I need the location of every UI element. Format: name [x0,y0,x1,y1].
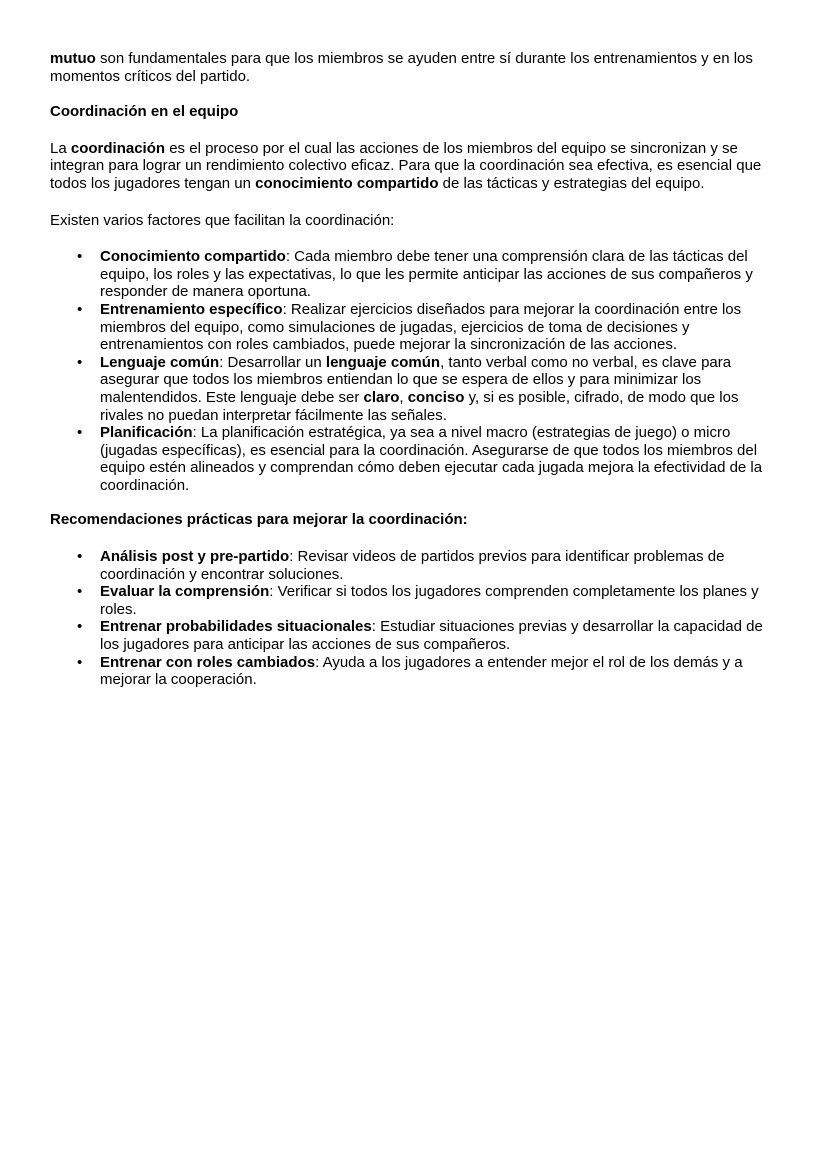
section-heading-recomendaciones: Recomendaciones prácticas para mejorar la coordinación: [50,511,468,529]
bold-term: Lenguaje común [100,353,220,371]
bullet-icon: • [77,548,83,566]
bold-term: Análisis post y pre-partido [100,548,290,566]
intro-paragraph [50,50,780,85]
document-page [50,50,780,689]
list-item-text: : Cada miembro debe tener una comprensión clara de las tácticas del equipo, los roles y las expectativas, lo que les permite anticipar las acciones de sus compañeros y responder de manera oportuna. [100,248,753,301]
bullet-icon: • [77,583,83,601]
list-item [77,653,780,689]
factors-intro-paragraph: Existen varios factores que facilitan la coordinación: [50,211,395,229]
list-item [77,424,780,494]
list-item [77,248,780,301]
list-item [77,618,780,654]
list-item-text: : Estudiar situaciones previas y desarrollar la capacidad de los jugadores para anticipar las acciones de sus compañeros. [100,618,763,654]
bullet-icon: • [77,248,83,266]
bold-term: Evaluar la comprensión [100,583,270,601]
bullet-icon: • [77,300,83,318]
bullet-icon: • [77,653,83,671]
list-item-text: : Desarrollar un [219,353,326,371]
paragraph-text: La [50,139,71,157]
recommendations-list [50,548,780,689]
paragraph-text: son fundamentales para que los miembros se ayuden entre sí durante los entrenamientos y en los momentos críticos del partido. [50,50,753,85]
coordination-definition-paragraph [50,140,780,193]
list-item [77,583,780,618]
list-item [77,548,780,583]
bullet-icon: • [77,353,83,371]
bold-term: mutuo [50,50,96,67]
list-item [77,300,780,354]
paragraph-text: de las tácticas y estrategias del equipo. [438,174,705,192]
list-item [77,353,780,424]
list-item-text: : La planificación estratégica, ya sea a nivel macro (estrategias de juego) o micro (jugadas específicas), es esencial para la coordinación. Asegurarse de que todos los miembros del equipo estén alineados y comprendan cómo deben ejecutar cada jugada mejora la efectividad de la coordinación. [100,424,763,494]
bold-term: claro [363,388,400,406]
bold-term: Planificación [100,424,193,442]
section-heading-coordinacion: Coordinación en el equipo [50,103,239,121]
bold-term: Entrenar con roles cambiados [100,653,316,671]
list-item-text: : Ayuda a los jugadores a entender mejor el rol de los demás y a mejorar la cooperación. [100,653,743,689]
bold-term: lenguaje común [325,353,441,371]
bold-term: coordinación [70,139,166,157]
bold-term: Entrenar probabilidades situacionales [100,618,372,636]
list-item-text: : Revisar videos de partidos previos para identificar problemas de coordinación y encontrar soluciones. [100,548,725,583]
list-item-text: y, si es posible, cifrado, de modo que los rivales no puedan interpretar fácilmente las señales. [100,388,739,424]
bullet-icon: • [77,424,83,442]
bold-term: Entrenamiento específico [100,300,283,318]
list-item-text: : Verificar si todos los jugadores comprenden completamente los planes y roles. [100,583,759,618]
list-item-text: : Realizar ejercicios diseñados para mejorar la coordinación entre los miembros del equipo, como simulaciones de jugadas, ejercicios de toma de decisiones y entrenamientos con roles cambiados, puede mejorar la sincronización de las acciones. [100,300,742,354]
bold-term: Conocimiento compartido [100,248,286,266]
factors-list [50,248,780,494]
list-item-text: , [399,388,408,406]
bullet-icon: • [77,618,83,636]
list-item-text: , tanto verbal como no verbal, es clave para asegurar que todos los miembros entiendan lo que se espera de ellos y para minimizar los malentendidos. Este lenguaje debe ser [100,353,732,406]
bold-term: conocimiento compartido [255,174,439,192]
paragraph-text: es el proceso por el cual las acciones de los miembros del equipo se sincronizan y se integran para lograr un rendimiento colectivo eficaz. Para que la coordinación sea efectiva, es esencial que todos los jugadores tengan un [50,139,762,192]
bold-term: conciso [407,388,465,406]
